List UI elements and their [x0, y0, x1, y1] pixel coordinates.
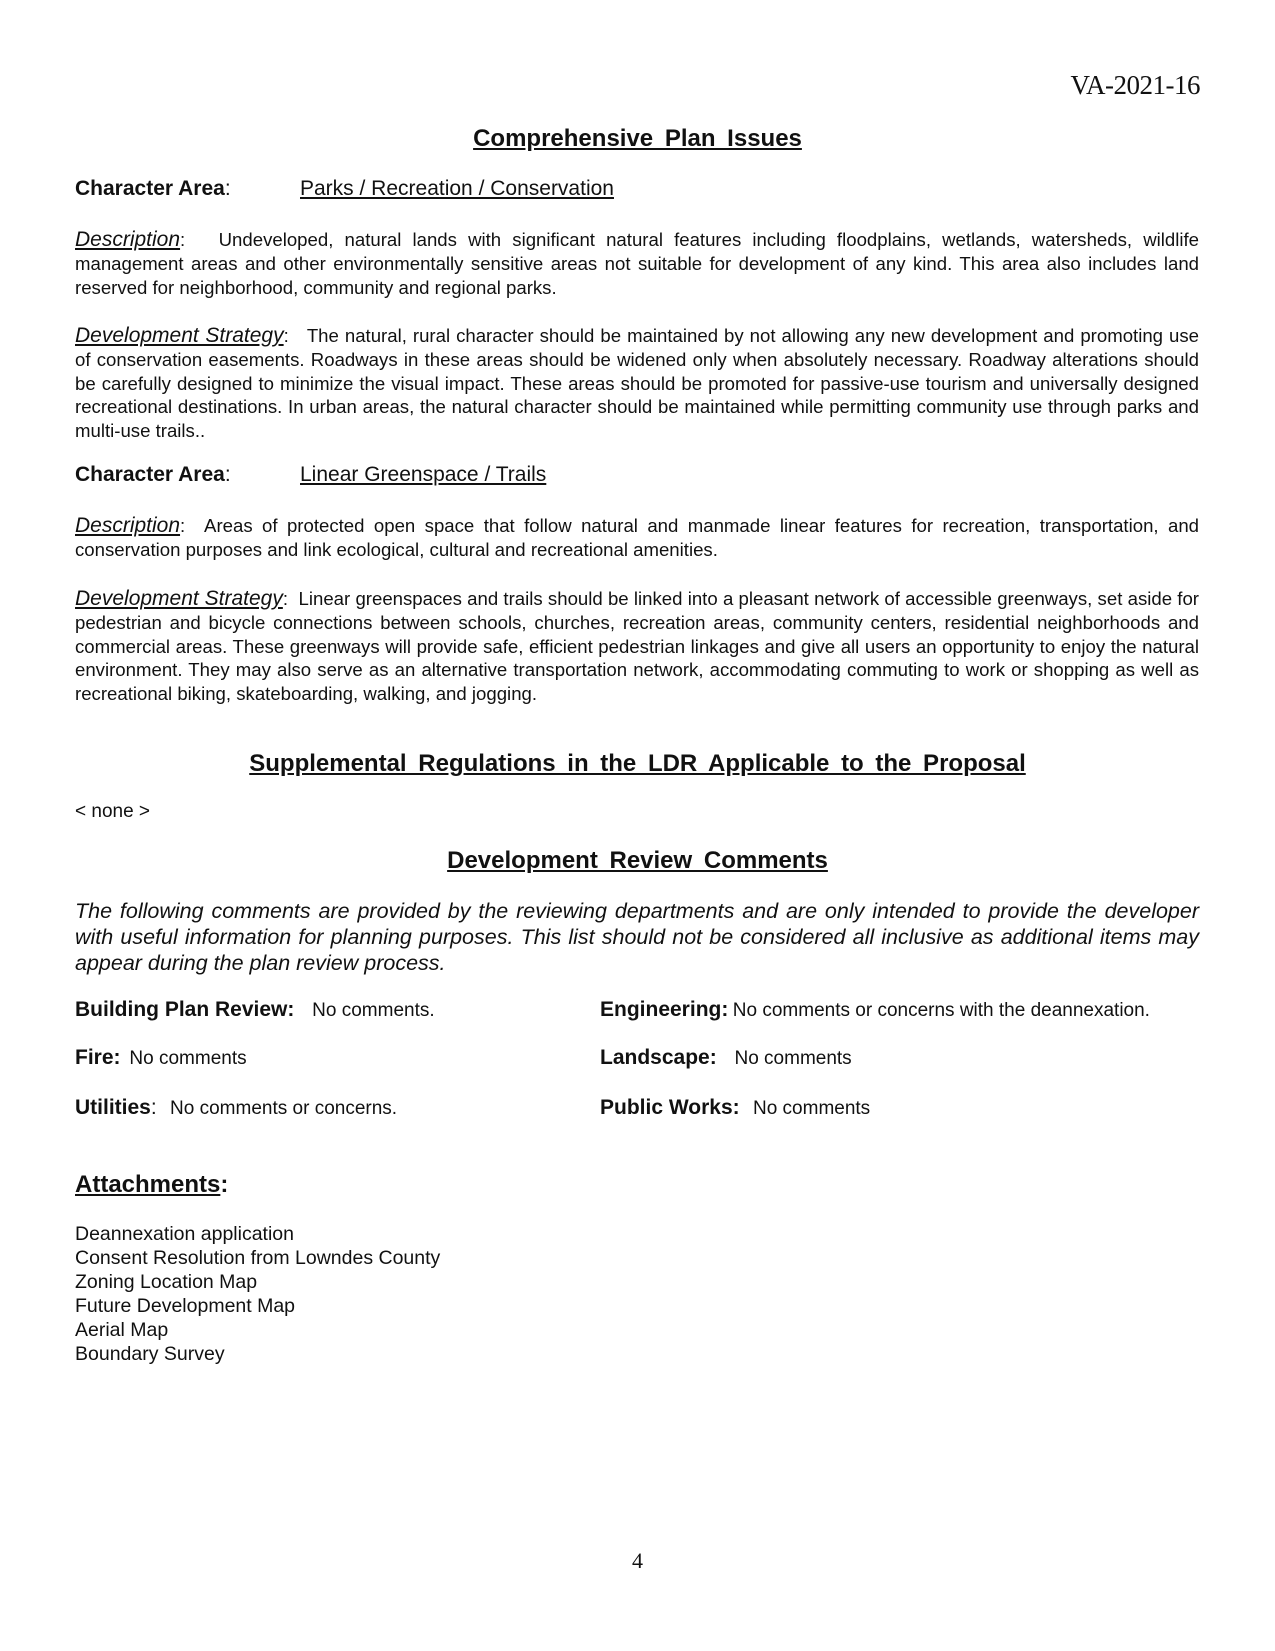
attachment-item: Future Development Map	[75, 1295, 296, 1317]
comment-label: Utilities	[75, 1096, 151, 1119]
comment-value: No comments or concerns.	[170, 1098, 398, 1119]
review-heading: Development Review Comments	[447, 847, 828, 874]
character-area-name: Linear Greenspace / Trails	[300, 463, 547, 486]
comment-label: Fire:	[75, 1046, 121, 1069]
attachments-title: Attachments	[75, 1171, 221, 1198]
comment-value: No comments	[129, 1048, 247, 1069]
strategy-label: Development Strategy	[75, 324, 284, 347]
comment-fire	[75, 1046, 247, 1070]
comment-label: Public Works:	[600, 1096, 740, 1119]
strategy-text: Linear greenspaces and trails should be linked into a pleasant network of accessible greenways, set aside for pedestrian and bicycle connections between schools, churches, recreation areas, community centers, residential neighborhoods and commercial areas. These greenways will provide safe, efficient pedestrian linkages and give all users an opportunity to enjoy the natural environment. They may also serve as an alternative transportation network, accommodating commuting to work or shopping as well as recreational biking, skateboarding, walking, and jogging.	[75, 588, 1199, 705]
review-intro: The following comments are provided by the reviewing departments and are only intended to provide the developer with useful information for planning purposes. This list should not be considered all inclusive as additional items may appear during the plan review process.	[75, 899, 1199, 975]
comment-building	[75, 998, 435, 1022]
comment-value: No comments	[752, 1098, 871, 1119]
comment-label: Building Plan Review:	[75, 998, 295, 1021]
description-text: Undeveloped, natural lands with significant natural features including floodplains, wetlands, watersheds, wildlife management areas and other environmentally sensitive areas not suitable for development of any kind. This area also includes land reserved for neighborhood, community and regional parks.	[75, 229, 1199, 298]
description-paragraph-2: Description: Areas of protected open space that follow natural and manmade linear features for recreation, transportation, and conservation purposes and link ecological, cultural and recreational amenities.	[75, 514, 1200, 560]
description-label: Description	[75, 514, 181, 537]
character-area-label: Character Area	[75, 463, 225, 486]
comment-public-works	[600, 1096, 870, 1120]
attachments-list	[75, 1222, 1199, 1366]
strategy-label: Development Strategy	[75, 587, 283, 610]
character-area-label: Character Area	[75, 177, 225, 200]
page-number: 4	[632, 1548, 643, 1573]
description-label: Description	[75, 228, 181, 251]
attachment-item: Consent Resolution from Lowndes County	[75, 1247, 441, 1269]
character-area-row-1: Character Area: Parks / Recreation / Conservation	[75, 177, 614, 200]
comment-value: No comments or concerns with the deannexation.	[732, 1000, 1150, 1021]
attachment-item: Aerial Map	[75, 1319, 169, 1341]
comment-landscape	[600, 1046, 852, 1070]
supplemental-value: < none >	[75, 801, 151, 822]
comment-label: Landscape:	[600, 1046, 717, 1069]
strategy-paragraph-1: Development Strategy: The natural, rural character should be maintained by not allowing any new development and promoting use of conservation easements. Roadways in these areas should be widened only when absolutely necessary. Roadway alterations should be carefully designed to minimize the visual impact. These areas should be promoted for passive-use tourism and universally designed recreational destinations. In urban areas, the natural character should be maintained while permitting community use through parks and multi-use trails..	[75, 324, 1199, 442]
description-paragraph-1: Description: Undeveloped, natural lands with significant natural features including floodplains, wetlands, watersheds, wildlife management areas and other environmentally sensitive areas not suitable for development of any kind. This area also includes land reserved for neighborhood, community and regional parks.	[75, 228, 1199, 298]
attachment-item: Boundary Survey	[75, 1343, 225, 1365]
attachment-item: Zoning Location Map	[75, 1271, 258, 1293]
comment-value: No comments.	[312, 1000, 435, 1021]
attachment-item: Deannexation application	[75, 1223, 294, 1245]
attachments-heading: Attachments:	[75, 1171, 229, 1198]
comment-engineering	[600, 998, 1150, 1022]
comment-label: Engineering:	[600, 998, 729, 1021]
strategy-text: The natural, rural character should be maintained by not allowing any new development and promoting use of conservation easements. Roadways in these areas should be widened only when absolutely necessary. Roadway alterations should be carefully designed to minimize the visual impact. These areas should be promoted for passive-use tourism and universally designed recreational destinations. In urban areas, the natural character should be maintained while permitting community use through parks and multi-use trails..	[75, 325, 1199, 442]
comprehensive-plan-heading: Comprehensive Plan Issues	[473, 125, 802, 152]
supplemental-heading: Supplemental Regulations in the LDR Applicable to the Proposal	[249, 750, 1026, 777]
description-text: Areas of protected open space that follow natural and manmade linear features for recreation, transportation, and conservation purposes and link ecological, cultural and recreational amenities.	[75, 515, 1200, 560]
character-area-row-2: Character Area: Linear Greenspace / Trails	[75, 463, 547, 486]
document-id: VA-2021-16	[1070, 70, 1200, 100]
strategy-paragraph-2: Development Strategy: Linear greenspaces and trails should be linked into a pleasant network of accessible greenways, set aside for pedestrian and bicycle connections between schools, churches, recreation areas, community centers, residential neighborhoods and commercial areas. These greenways will provide safe, efficient pedestrian linkages and give all users an opportunity to enjoy the natural environment. They may also serve as an alternative transportation network, accommodating commuting to work or shopping as well as recreational biking, skateboarding, walking, and jogging.	[75, 587, 1199, 705]
comment-utilities: Utilities: No comments or concerns.	[75, 1096, 398, 1119]
character-area-name: Parks / Recreation / Conservation	[300, 177, 614, 200]
comment-value: No comments	[734, 1048, 852, 1069]
